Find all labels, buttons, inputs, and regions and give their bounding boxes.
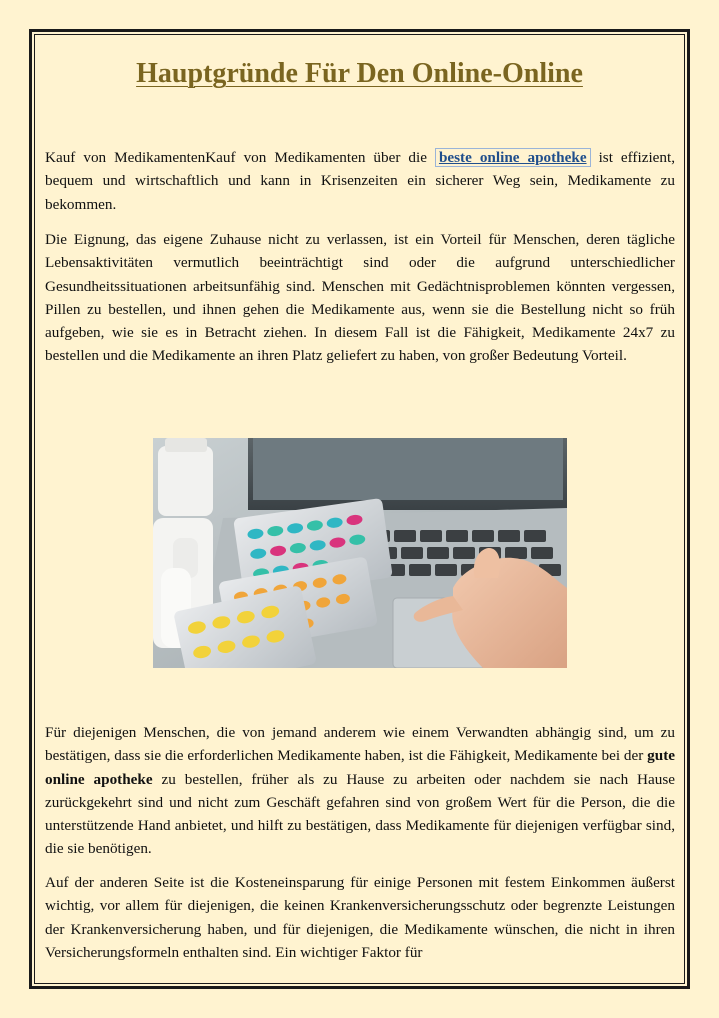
paragraph-3: Für diejenigen Menschen, die von jemand anderem wie einem Verwandten abhängig sind, um zu bestätigen, dass sie die erforderlichen Medikamente haben, ist die Fähigkeit, Medikamente bei der gute online apotheke zu bestellen, früher als zu Hause zu arbeiten oder nachdem sie nach Hause zurückgekehrt sind und nicht zum Geschäft gefahren sind von großem Wert für die Person, die die unterstützende Hand anbietet, und hilft zu bestätigen, dass Medikamente für diejenigen verfügbar sind, die sie benötigen. bbox=[45, 724, 676, 858]
beste-online-apotheke-link[interactable]: beste online apotheke bbox=[435, 148, 591, 167]
paragraph-1: Kauf von MedikamentenKauf von Medikamenten über die beste online apotheke ist effizient, bequem und wirtschaftlich und kann in Krisenzeiten ein sicherer Weg sein, Medikamente zu bekommen. bbox=[45, 149, 676, 213]
pill-blister-packs-and-laptop-photo bbox=[153, 438, 567, 668]
gute-online-apotheke-keyword: gute online apotheke bbox=[45, 747, 675, 788]
paragraph-4: Auf der anderen Seite ist die Kosteneinsparung für einige Personen mit festem Einkommen äußerst wichtig, vor allem für diejenigen, die keinen Krankenversicherungsschutz oder begrenzte Leistungen der Krankenversicherung haben, und für diejenigen, die Medikamente wünschen, die nicht in ihren Versicherungsformeln enthalten sind. Ein wichtiger Faktor für bbox=[45, 874, 675, 961]
page-title: Hauptgründe Für Den Online-Online bbox=[136, 58, 583, 89]
paragraph-2: Die Eignung, das eigene Zuhause nicht zu verlassen, ist ein Vorteil für Menschen, deren tägliche Lebensaktivitäten vermutlich beeinträchtigt sind oder die aufgrund unterschiedlicher Gesundheitssituationen arbeitsunfähig sind. Menschen mit Gedächtnisproblemen könnten vergessen, Pillen zu bestellen, und ihnen gehen die Medikamente aus, wenn sie die Bestellung nicht so früh aufgeben, wie sie es in Betracht ziehen. In diesem Fall ist die Fähigkeit, Medikamente 24x7 zu bestellen und die Medikamente an ihren Platz geliefert zu haben, von großer Bedeutung Vorteil. bbox=[45, 231, 675, 365]
